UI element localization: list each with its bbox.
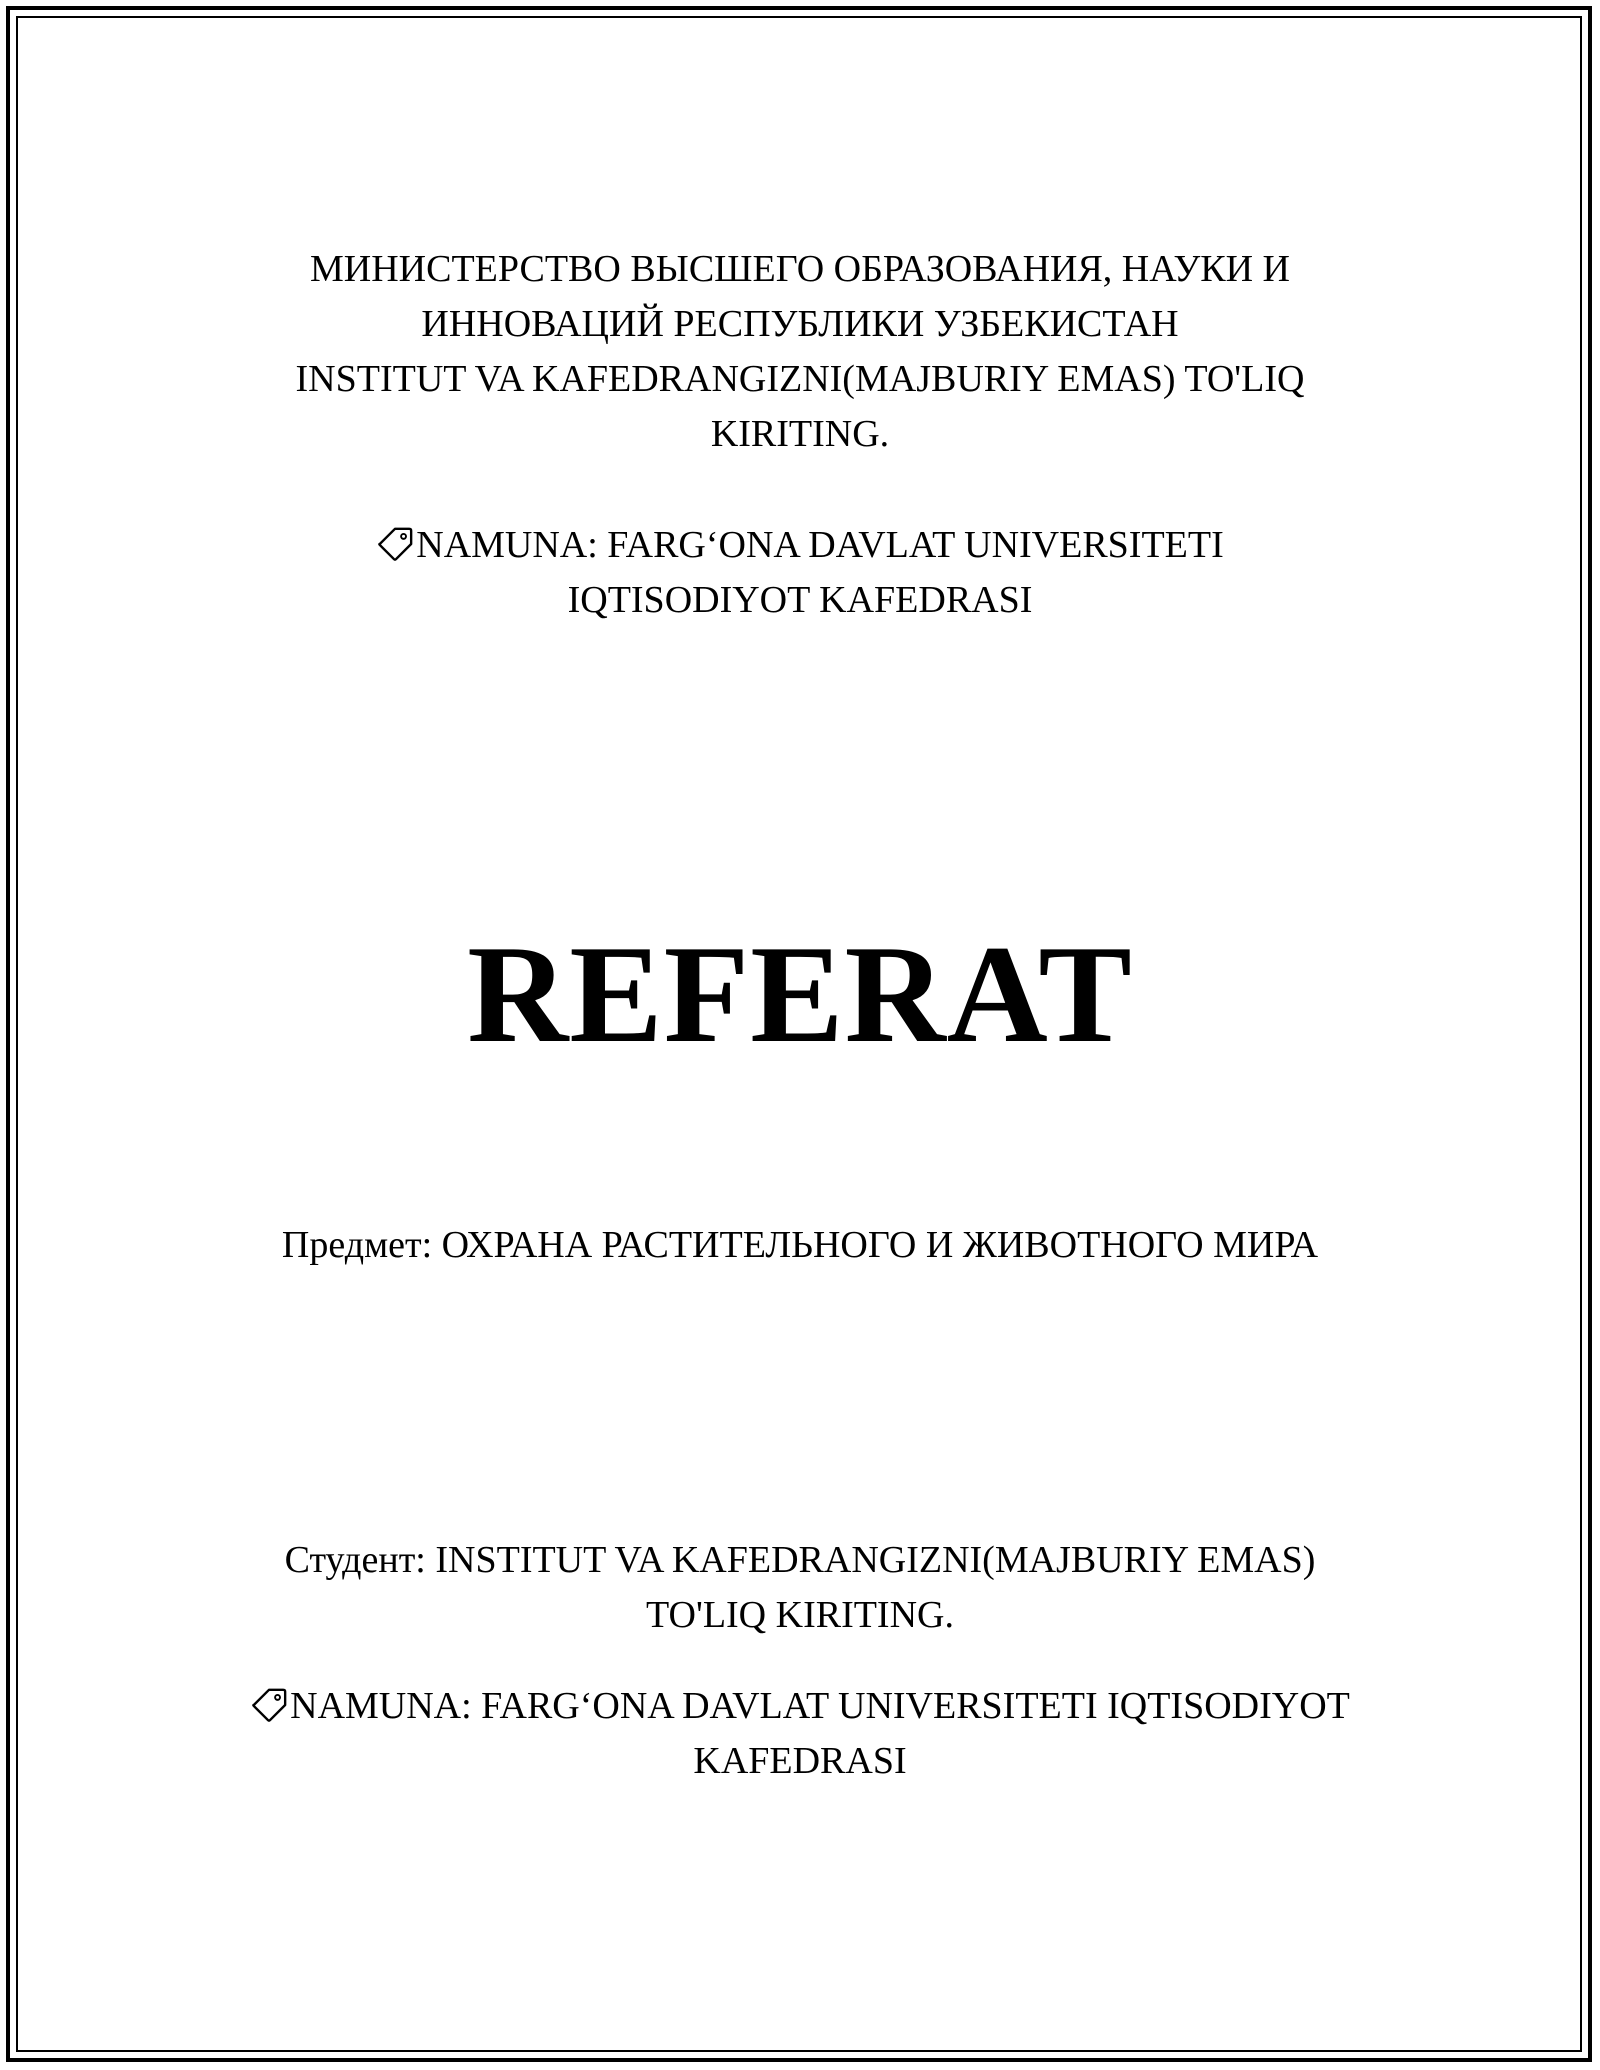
student-value-1: INSTITUT VA KAFEDRANGIZNI(MAJBURIY EMAS) bbox=[435, 1539, 1316, 1581]
institute-line-1: INSTITUT VA KAFEDRANGIZNI(MAJBURIY EMAS) TO'LIQ bbox=[295, 358, 1305, 400]
document-title: REFERAT bbox=[467, 917, 1133, 1072]
student-block bbox=[0, 1533, 1600, 1643]
student-sample-text-1: NAMUNA: FARG‘ONA DAVLAT UNIVERSITETI IQTISODIYOT bbox=[290, 1685, 1350, 1727]
student-sample-line-2: KAFEDRASI bbox=[693, 1740, 907, 1782]
header-sample-block bbox=[0, 518, 1600, 628]
institute-line-2: KIRITING. bbox=[710, 413, 890, 455]
header-block bbox=[0, 242, 1600, 462]
student-line-1 bbox=[0, 1533, 1600, 1588]
subject-label: Предмет: bbox=[281, 1224, 433, 1266]
student-sample-line-1 bbox=[0, 1679, 1600, 1734]
student-sample-block bbox=[0, 1679, 1600, 1789]
tag-icon bbox=[376, 525, 414, 563]
subject-line bbox=[0, 1218, 1600, 1273]
ministry-line-2: ИННОВАЦИЙ РЕСПУБЛИКИ УЗБЕКИСТАН bbox=[421, 303, 1179, 345]
header-sample-line-2: IQTISODIYOT KAFEDRASI bbox=[567, 579, 1033, 621]
header-sample-text-1: NAMUNA: FARG‘ONA DAVLAT UNIVERSITETI bbox=[416, 524, 1224, 566]
ministry-line-1: МИНИСТЕРСТВО ВЫСШЕГО ОБРАЗОВАНИЯ, НАУКИ И bbox=[310, 248, 1290, 290]
student-line-2: TO'LIQ KIRITING. bbox=[646, 1594, 954, 1636]
header-sample-line-1 bbox=[0, 518, 1600, 573]
student-label: Студент: bbox=[284, 1539, 426, 1581]
subject-block bbox=[0, 1218, 1600, 1273]
tag-icon bbox=[250, 1686, 288, 1724]
subject-value: ОХРАНА РАСТИТЕЛЬНОГО И ЖИВОТНОГО МИРА bbox=[441, 1224, 1319, 1266]
